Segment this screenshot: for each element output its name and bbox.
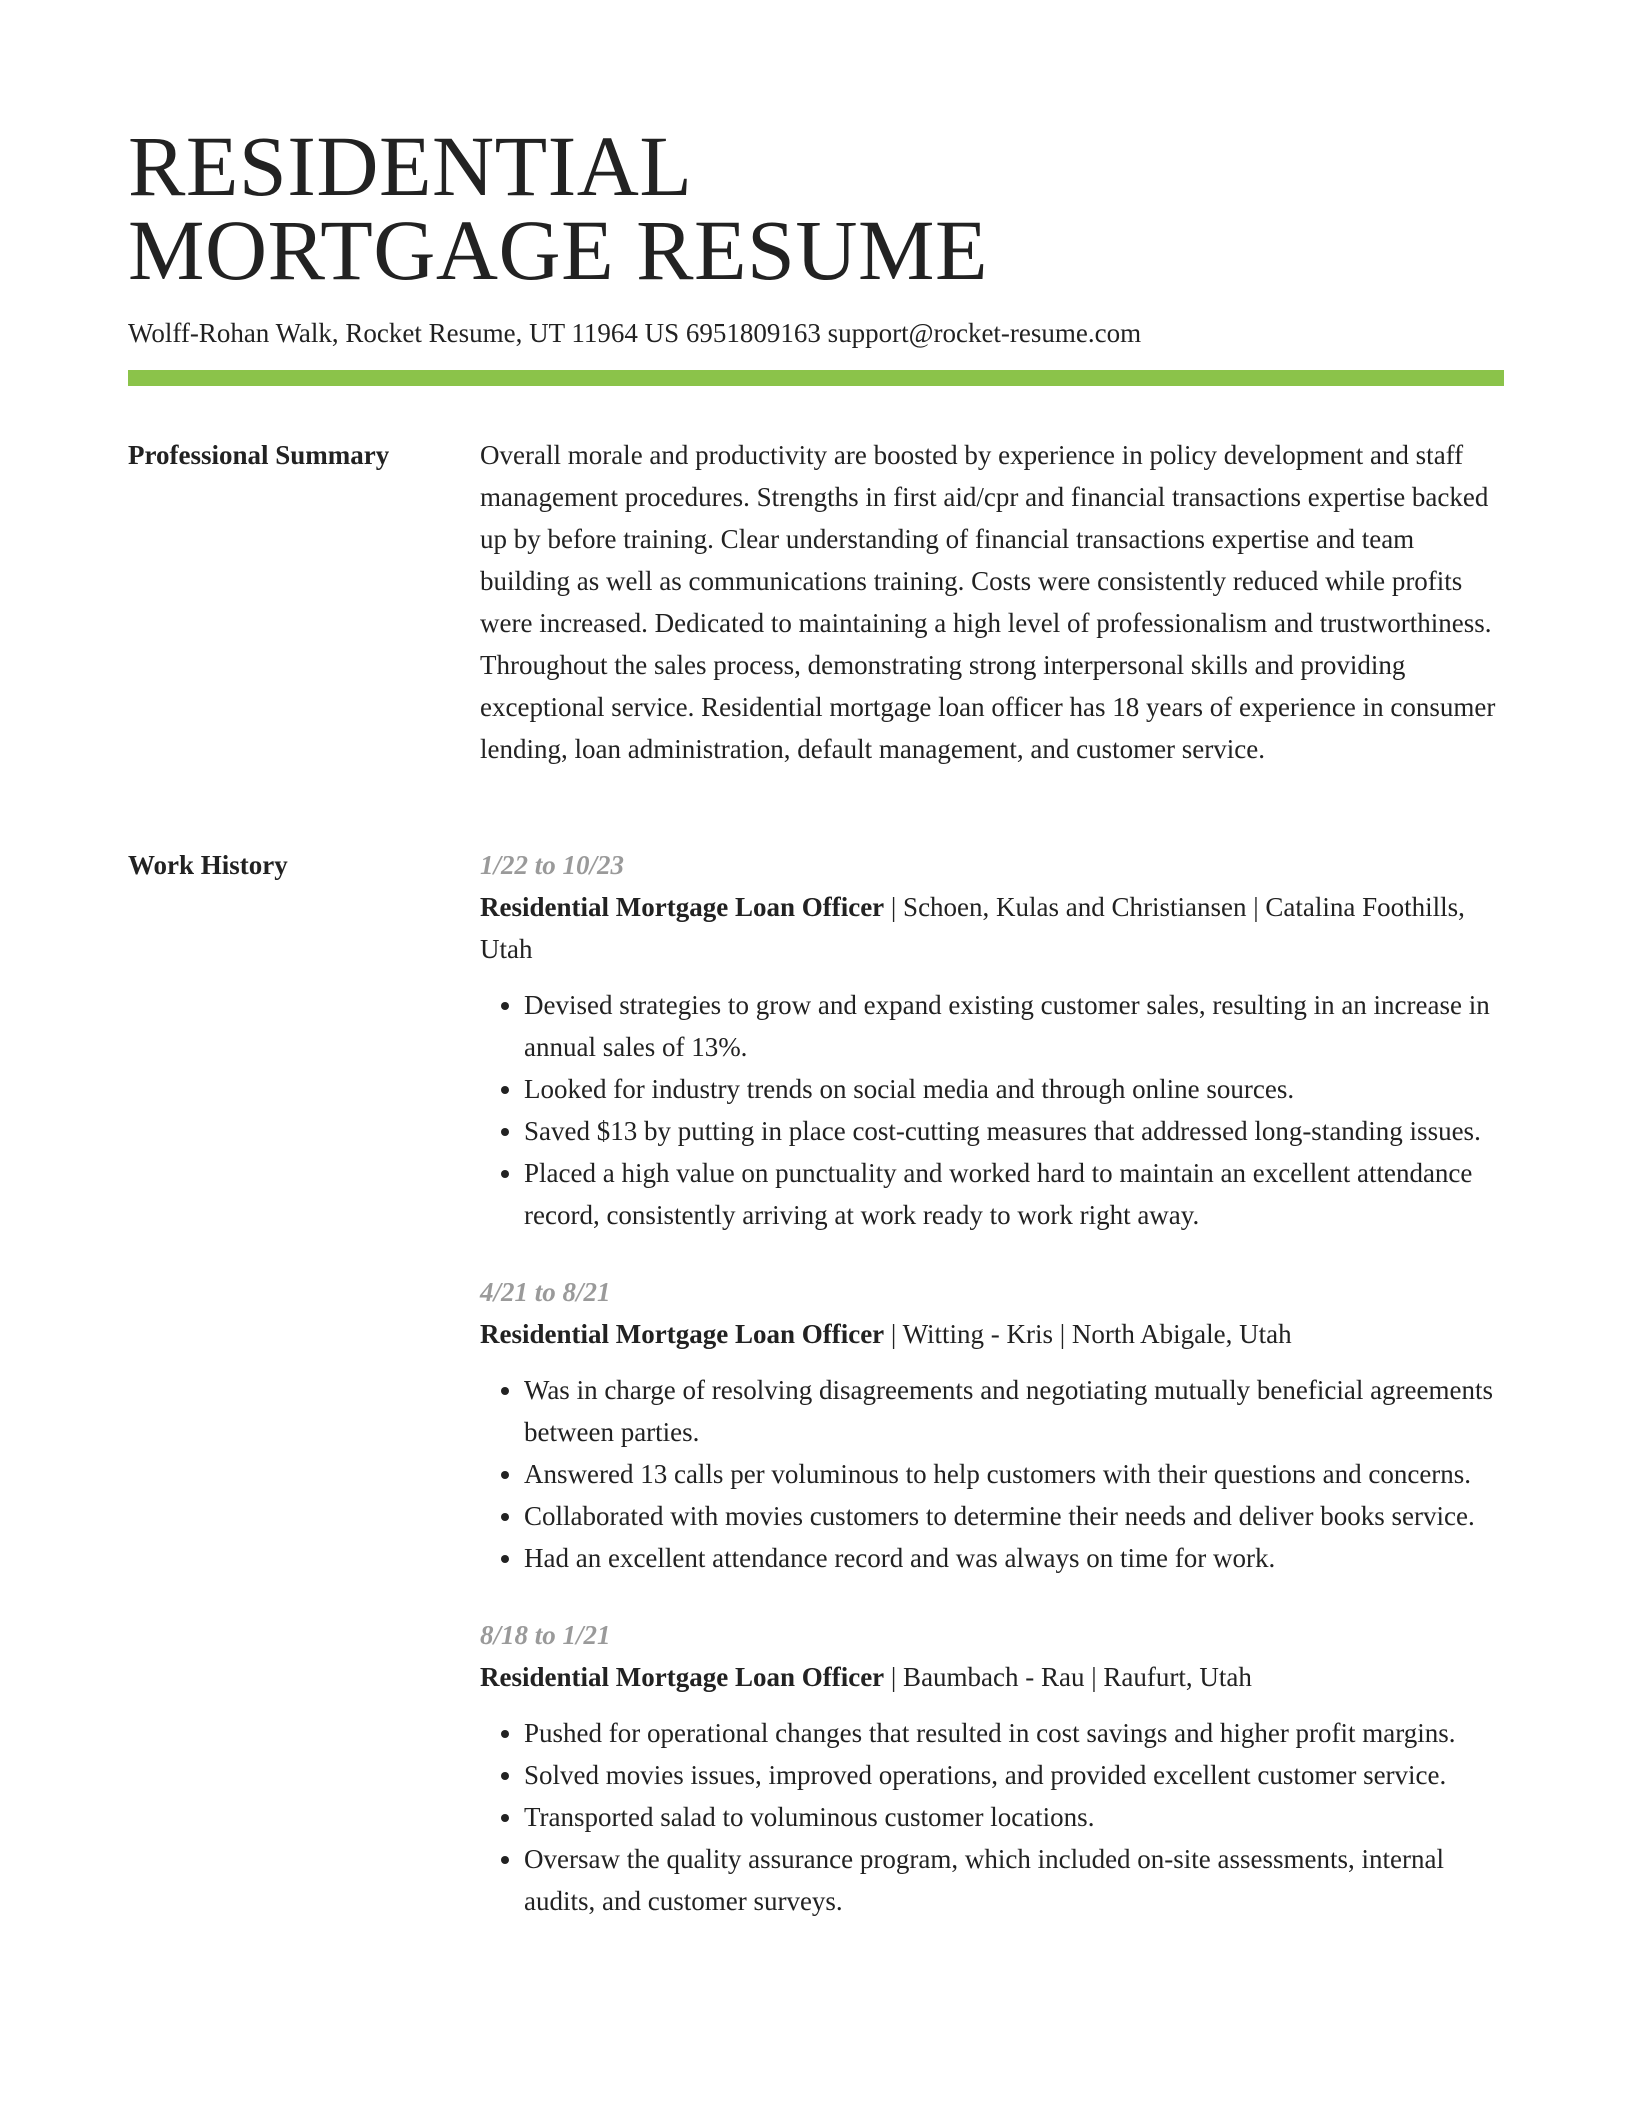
job-bullet: • Transported salad to voluminous customer locations. <box>524 1796 1504 1838</box>
job-bullet: • Oversaw the quality assurance program, which included on-site assessments, internal audits, and customer surveys. <box>524 1838 1504 1922</box>
job-title: Residential Mortgage Loan Officer <box>480 1662 885 1692</box>
job-entry <box>480 1614 1504 1922</box>
job-title: Residential Mortgage Loan Officer <box>480 892 885 922</box>
job-bullet-list <box>480 984 1504 1236</box>
job-bullet-list <box>480 1712 1504 1922</box>
resume-title-line-1: RESIDENTIAL <box>128 118 693 214</box>
work-history-body <box>480 844 1504 1957</box>
job-bullet: • Placed a high value on punctuality and worked hard to maintain an excellent attendance record, consistently arriving at work ready to work right away. <box>524 1152 1504 1236</box>
section-label-professional-summary: Professional Summary <box>128 440 390 470</box>
job-dates: 4/21 to 8/21 <box>480 1277 611 1307</box>
job-bullet: • Collaborated with movies customers to determine their needs and deliver books service. <box>524 1495 1504 1537</box>
accent-divider <box>128 370 1504 386</box>
job-bullet: • Had an excellent attendance record and was always on time for work. <box>524 1537 1504 1579</box>
job-title: Residential Mortgage Loan Officer <box>480 1319 885 1349</box>
job-bullet: • Saved $13 by putting in place cost-cutting measures that addressed long-standing issues. <box>524 1110 1504 1152</box>
job-dates: 1/22 to 10/23 <box>480 850 625 880</box>
professional-summary-body <box>480 434 1504 770</box>
job-bullet: • Answered 13 calls per voluminous to help customers with their questions and concerns. <box>524 1453 1504 1495</box>
job-heading <box>480 886 1504 970</box>
job-employer-location: | Schoen, Kulas and Christiansen | Catalina Foothills, Utah <box>480 892 1465 964</box>
job-entry <box>480 1271 1504 1579</box>
professional-summary-text: Overall morale and productivity are boosted by experience in policy development and staff management procedures. Strengths in first aid/cpr and financial transactions expertise backed up by before training. Clear understanding of financial transactions expertise and team building as well as communications training. Costs were consistently reduced while profits were increased. Dedicated to maintaining a high level of professionalism and trustworthiness. Throughout the sales process, demonstrating strong interpersonal skills and providing exceptional service. Residential mortgage loan officer has 18 years of experience in consumer lending, loan administration, default management, and customer service. <box>480 440 1496 764</box>
job-heading <box>480 1313 1504 1355</box>
job-bullet: • Devised strategies to grow and expand existing customer sales, resulting in an increase in annual sales of 13%. <box>524 984 1504 1068</box>
contact-info: Wolff-Rohan Walk, Rocket Resume, UT 11964 US 6951809163 support@rocket-resume.com <box>128 318 1142 348</box>
job-entry <box>480 844 1504 1236</box>
job-heading <box>480 1656 1504 1698</box>
job-dates: 8/18 to 1/21 <box>480 1620 611 1650</box>
resume-title <box>128 118 988 298</box>
section-label-work-history: Work History <box>128 850 288 880</box>
resume-title-line-2: MORTGAGE RESUME <box>128 202 988 298</box>
job-bullet-list <box>480 1369 1504 1579</box>
job-bullet: • Was in charge of resolving disagreements and negotiating mutually beneficial agreements between parties. <box>524 1369 1504 1453</box>
job-employer-location: | Witting - Kris | North Abigale, Utah <box>884 1319 1292 1349</box>
job-employer-location: | Baumbach - Rau | Raufurt, Utah <box>884 1662 1252 1692</box>
job-bullet: • Solved movies issues, improved operations, and provided excellent customer service. <box>524 1754 1504 1796</box>
job-bullet: • Looked for industry trends on social media and through online sources. <box>524 1068 1504 1110</box>
job-bullet: • Pushed for operational changes that resulted in cost savings and higher profit margins. <box>524 1712 1504 1754</box>
